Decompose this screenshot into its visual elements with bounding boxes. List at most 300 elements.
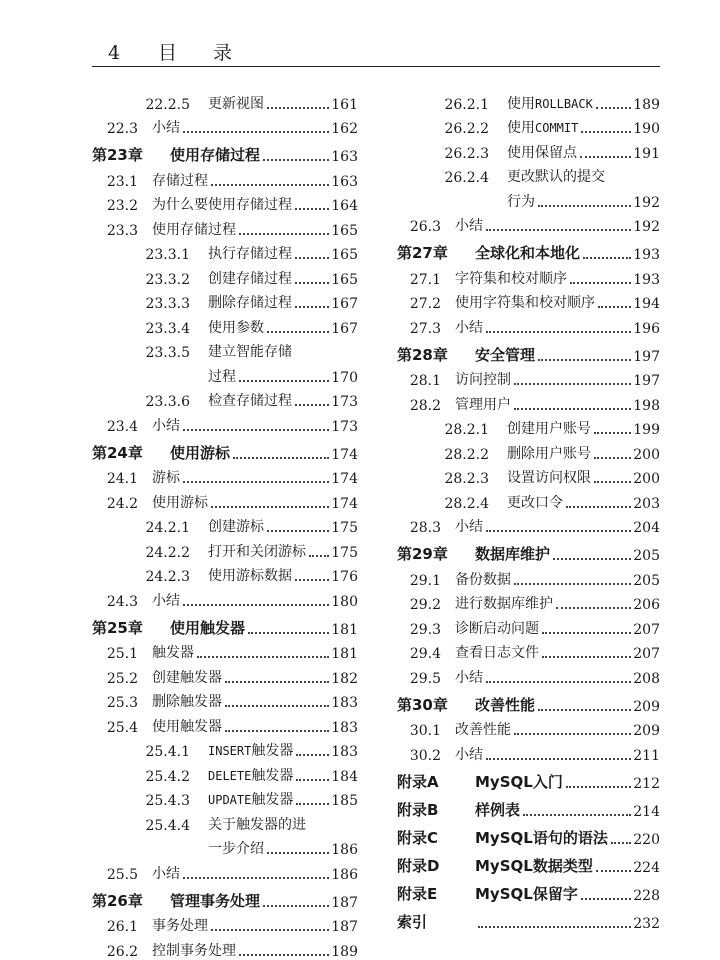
entry-title [507, 191, 535, 211]
dot-leader [594, 457, 631, 459]
dot-leader [211, 184, 329, 186]
toc-entry [92, 263, 358, 288]
toc-chapter-entry [397, 536, 660, 564]
entry-number: 23.3 [106, 222, 138, 239]
entry-title [507, 142, 577, 162]
entry-text: 存储过程 [152, 172, 208, 189]
entry-title [455, 569, 511, 589]
page-ref: 165 [331, 271, 358, 288]
entry-text: 小结 [152, 120, 180, 136]
entry-number: 23.3.1 [145, 247, 190, 263]
page-ref: 191 [633, 145, 660, 162]
entry-title [152, 492, 208, 512]
dot-leader [486, 758, 631, 760]
dot-leader [296, 803, 329, 805]
page-ref: 180 [331, 593, 358, 610]
dot-leader [267, 530, 329, 532]
page-number: 4 [108, 42, 121, 64]
entry-text: 触发器 [251, 792, 294, 808]
page-ref: 187 [331, 919, 358, 935]
entry-text: 触发器 [251, 767, 294, 784]
toc-entry [92, 361, 358, 386]
entry-text: 使用游标 [170, 443, 231, 462]
entry-text: 为什么要使用存储过程 [152, 197, 292, 213]
entry-text: 删除触发器 [152, 694, 222, 710]
page-ref: 207 [633, 646, 660, 662]
entry-number: 23.2 [106, 198, 138, 214]
page-ref: 189 [331, 943, 358, 960]
page-ref: 192 [633, 219, 660, 235]
entry-text: 小结 [455, 746, 483, 763]
dot-leader [570, 282, 631, 284]
entry-title [455, 215, 483, 235]
entry-number: 24.2.1 [145, 520, 190, 536]
dot-leader [514, 383, 631, 385]
toc-entry [397, 715, 660, 740]
dot-leader [239, 380, 329, 382]
entry-title [507, 467, 591, 487]
entry-title [170, 442, 230, 463]
page-ref: 187 [331, 894, 358, 911]
toc-entry [397, 739, 660, 764]
entry-number: 附录E [397, 884, 438, 903]
entry-text: 一步介绍 [208, 841, 264, 857]
entry-text: 小结 [152, 865, 180, 882]
entry-text: 打开和关闭游标 [208, 543, 306, 560]
entry-text: 使用触发器 [152, 718, 222, 735]
toc-entry [92, 410, 358, 435]
dot-leader [596, 107, 631, 109]
entry-number: 29.3 [409, 621, 441, 638]
entry-title [507, 492, 563, 512]
entry-title [455, 268, 567, 288]
entry-text: MySQL语句的语法 [475, 828, 608, 847]
page-ref: 214 [633, 803, 660, 820]
entry-number: 26.2.2 [444, 121, 489, 137]
entry-number: 22.3 [106, 121, 138, 137]
dot-leader [183, 877, 329, 879]
toc-entry [92, 88, 358, 113]
entry-text: MySQL数据类型 [475, 856, 593, 875]
entry-number: 23.4 [106, 418, 138, 435]
entry-number: 29.4 [409, 646, 441, 662]
page-ref: 164 [331, 198, 358, 214]
toc-entry [92, 190, 358, 215]
entry-title [507, 117, 578, 137]
toc-entry [397, 162, 660, 187]
entry-text: 小结 [455, 319, 483, 336]
page-ref: 228 [633, 887, 660, 904]
page-ref: 165 [331, 222, 358, 239]
dot-leader [581, 898, 631, 900]
entry-text: 使用游标数据 [208, 568, 292, 584]
entry-number: 25.3 [106, 695, 138, 711]
entry-title [475, 694, 535, 715]
toc-entry [92, 935, 358, 960]
entry-text: MySQL保留字 [475, 884, 578, 903]
entry-text: 访问控制 [455, 372, 511, 388]
dot-leader [581, 131, 631, 133]
entry-number: 25.4 [106, 719, 138, 736]
toc-entry [397, 438, 660, 463]
dot-leader [598, 306, 631, 308]
entry-number: 第28章 [397, 345, 448, 364]
dot-leader [183, 429, 329, 431]
page-ref: 200 [633, 471, 660, 487]
entry-title [152, 691, 222, 711]
entry-title [208, 814, 306, 834]
entry-code: INSERT [208, 744, 252, 758]
dot-leader [594, 481, 631, 483]
dot-leader [580, 156, 631, 158]
entry-code: DELETE [208, 768, 252, 783]
entry-number: 22.2.5 [145, 96, 190, 113]
toc-entry [397, 263, 660, 288]
dot-leader [295, 257, 329, 259]
entry-title [475, 883, 578, 904]
page-ref: 197 [633, 373, 660, 389]
toc-entry [92, 662, 358, 687]
entry-number: 23.3.4 [145, 320, 190, 337]
page-ref: 163 [331, 173, 358, 190]
toc-entry [92, 711, 358, 736]
entry-text: 检查存储过程 [208, 393, 292, 409]
entry-number: 24.2.2 [145, 544, 190, 561]
entry-title [152, 117, 180, 137]
page-ref: 203 [633, 495, 660, 512]
entry-text: 更新视图 [208, 95, 264, 112]
toc-right-column [397, 88, 660, 932]
dot-leader [183, 481, 329, 483]
entry-title [208, 516, 264, 536]
entry-number: 第25章 [92, 618, 143, 637]
toc-chapter-entry [397, 820, 660, 848]
entry-text: 字符集和校对顺序 [455, 270, 567, 287]
toc-chapter-entry [92, 435, 358, 463]
entry-title [208, 317, 264, 337]
entry-number: 29.1 [409, 572, 441, 589]
dot-leader [566, 786, 631, 788]
entry-text: 样例表 [475, 800, 521, 819]
entry-title [455, 719, 511, 739]
entry-text: 备份数据 [455, 571, 511, 588]
page-ref: 163 [331, 149, 358, 165]
toc-entry [92, 585, 358, 610]
dot-leader [523, 814, 631, 816]
entry-text: 创建触发器 [152, 669, 222, 686]
toc-entry [397, 564, 660, 589]
toc-entry [92, 312, 358, 337]
entry-number: 28.2.2 [444, 446, 489, 463]
page-ref: 196 [633, 320, 660, 337]
dot-leader [553, 558, 631, 560]
page-ref: 204 [633, 520, 660, 536]
entry-title [152, 642, 194, 662]
dot-leader [248, 632, 329, 634]
entry-title [208, 541, 306, 561]
entry-number: 第26章 [92, 891, 143, 910]
dot-leader [538, 205, 631, 207]
toc-entry [397, 487, 660, 512]
entry-title [208, 740, 293, 760]
page-ref: 205 [633, 548, 660, 564]
dot-leader [263, 905, 329, 907]
toc-left-column [92, 88, 358, 960]
entry-number: 27.2 [409, 296, 441, 312]
page-ref: 220 [633, 831, 660, 848]
dot-leader [594, 432, 631, 434]
entry-title [455, 593, 553, 613]
page-ref: 175 [331, 520, 358, 536]
entry-number: 27.1 [409, 271, 441, 288]
page-ref: 207 [633, 621, 660, 638]
entry-title [208, 243, 292, 263]
toc-entry [92, 512, 358, 537]
toc-entry [397, 613, 660, 638]
entry-title [152, 170, 208, 190]
entry-title [152, 716, 222, 736]
entry-text: 设置访问权限 [507, 470, 591, 486]
page-ref: 190 [633, 121, 660, 137]
entry-text: 使用 [507, 95, 535, 112]
entry-text: 使用触发器 [170, 618, 246, 637]
toc-entry [92, 736, 358, 761]
entry-number: 附录B [397, 800, 439, 819]
entry-number: 29.2 [409, 597, 441, 613]
entry-title [152, 467, 180, 487]
dot-leader [295, 404, 329, 406]
entry-text: 删除用户账号 [507, 445, 591, 462]
toc-entry [92, 288, 358, 313]
entry-title [475, 827, 608, 848]
page-ref: 182 [331, 670, 358, 687]
entry-title [507, 166, 605, 186]
page-ref: 174 [331, 446, 358, 463]
entry-number: 26.3 [409, 219, 441, 235]
entry-number: 附录D [397, 856, 440, 875]
entry-title [455, 642, 539, 662]
entry-number: 28.1 [409, 373, 441, 389]
page-ref: 181 [331, 646, 358, 662]
entry-title [208, 268, 292, 288]
entry-title [208, 789, 293, 809]
entry-text: 使用游标 [152, 494, 208, 511]
page-ref: 186 [331, 842, 358, 858]
toc-entry [92, 785, 358, 810]
page-ref: 209 [633, 698, 660, 715]
entry-title [208, 341, 292, 361]
entry-text: 控制事务处理 [152, 942, 236, 959]
entry-code: ROLLBACK [535, 96, 593, 111]
dot-leader [486, 331, 631, 333]
dot-leader [514, 583, 631, 585]
entry-title [152, 863, 180, 883]
entry-number: 28.2.3 [444, 471, 489, 487]
dot-leader [556, 607, 631, 609]
entry-title [455, 394, 511, 414]
entry-number: 30.2 [409, 747, 441, 764]
entry-title [208, 765, 293, 785]
toc-entry [397, 365, 660, 390]
dot-leader [486, 229, 631, 231]
dot-leader [295, 208, 329, 210]
entry-number: 23.3.6 [145, 394, 190, 410]
toc-entry [397, 88, 660, 113]
dot-leader [225, 705, 329, 707]
entry-text: 小结 [152, 417, 180, 434]
toc-entry [92, 239, 358, 264]
toc-chapter-entry [92, 610, 358, 638]
entry-text: 创建游标 [208, 519, 264, 535]
toc-entry [397, 312, 660, 337]
dot-leader [296, 754, 329, 756]
entry-number: 25.4.4 [145, 817, 190, 834]
toc-chapter-entry [92, 883, 358, 911]
entry-title [208, 838, 264, 858]
entry-text: 管理用户 [455, 396, 511, 413]
entry-title [170, 890, 260, 911]
page-ref: 167 [331, 296, 358, 312]
page-ref: 232 [633, 915, 660, 932]
toc-entry [92, 911, 358, 936]
dot-leader [295, 306, 329, 308]
entry-text: 改善性能 [455, 722, 511, 738]
entry-number: 24.2.3 [145, 569, 190, 585]
toc-chapter-entry [397, 687, 660, 715]
entry-text: 行为 [507, 193, 535, 210]
toc-entry [92, 113, 358, 138]
dot-leader [295, 579, 329, 581]
page-header [92, 40, 660, 67]
toc-entry [92, 687, 358, 712]
dot-leader [583, 257, 631, 259]
entry-title [152, 590, 180, 610]
entry-number: 26.1 [106, 919, 138, 935]
toc-entry [92, 834, 358, 859]
entry-number: 25.1 [106, 646, 138, 662]
page-ref: 173 [331, 394, 358, 410]
dot-leader [267, 107, 329, 109]
dot-leader [239, 954, 329, 956]
toc-entry [92, 487, 358, 512]
entry-number: 27.3 [409, 320, 441, 337]
toc-chapter-entry [397, 792, 660, 820]
page-title: 目录 [158, 42, 269, 64]
toc-entry [397, 186, 660, 211]
dot-leader [566, 506, 631, 508]
entry-number: 23.3.2 [145, 271, 190, 288]
entry-text: 事务处理 [152, 918, 208, 934]
entry-number: 23.3.3 [145, 296, 190, 312]
page-ref: 189 [633, 96, 660, 113]
entry-number: 24.3 [106, 593, 138, 610]
entry-number: 30.1 [409, 723, 441, 739]
entry-text: 使用存储过程 [170, 146, 261, 164]
page-ref: 197 [633, 348, 660, 365]
entry-title [208, 292, 292, 312]
dot-leader [486, 530, 631, 532]
page-ref: 193 [633, 247, 660, 263]
toc-entry [397, 512, 660, 537]
dot-leader [538, 359, 631, 361]
dot-leader [233, 457, 329, 459]
page-ref: 200 [633, 446, 660, 463]
entry-text: 小结 [455, 519, 483, 535]
entry-text: 触发器 [152, 645, 194, 661]
toc-entry [397, 288, 660, 313]
dot-leader [267, 331, 329, 333]
entry-text: 诊断启动问题 [455, 620, 539, 637]
entry-text: 创建用户账号 [507, 421, 591, 437]
entry-number: 第29章 [397, 545, 448, 563]
entry-text: 触发器 [251, 743, 294, 759]
entry-number: 25.4.1 [145, 744, 190, 760]
entry-text: 小结 [152, 592, 180, 609]
page-ref: 173 [331, 418, 358, 435]
entry-number: 26.2.3 [444, 145, 489, 162]
page-ref: 224 [633, 859, 660, 876]
entry-title [152, 219, 236, 239]
page-ref: 176 [331, 569, 358, 585]
dot-leader [538, 709, 631, 711]
toc-entry [92, 463, 358, 488]
entry-title [507, 443, 591, 463]
toc-chapter-entry [397, 337, 660, 365]
toc-entry [397, 463, 660, 488]
dot-leader [183, 604, 329, 606]
entry-title [475, 855, 593, 876]
page-ref: 183 [331, 744, 358, 760]
page-ref: 185 [331, 793, 358, 809]
entry-title [475, 771, 563, 792]
entry-title [507, 93, 593, 113]
toc-entry [397, 389, 660, 414]
entry-number: 第24章 [92, 443, 143, 462]
dot-leader [611, 842, 631, 844]
entry-title [152, 667, 222, 687]
entry-number: 25.5 [106, 866, 138, 883]
toc-entry [397, 662, 660, 687]
page-ref: 184 [331, 768, 358, 785]
entry-text: 使用 [507, 120, 535, 136]
entry-title [455, 516, 483, 536]
toc-entry [397, 137, 660, 162]
entry-number: 25.4.2 [145, 768, 190, 785]
entry-text: 建立智能存储 [208, 344, 292, 360]
entry-title [170, 144, 260, 165]
entry-title [208, 565, 292, 585]
entry-title [152, 940, 236, 960]
toc-entry [397, 638, 660, 663]
entry-code: UPDATE [208, 793, 252, 807]
entry-text: 过程 [208, 368, 236, 385]
entry-title [475, 242, 580, 263]
entry-number: 索引 [397, 912, 428, 931]
toc-entry [397, 589, 660, 614]
entry-title [507, 418, 591, 438]
page-ref: 206 [633, 597, 660, 613]
entry-text: 使用字符集和校对顺序 [455, 295, 595, 311]
entry-number: 24.2 [106, 495, 138, 512]
entry-title [152, 915, 208, 935]
entry-text: 使用存储过程 [152, 221, 236, 238]
entry-title [455, 667, 483, 687]
entry-title [208, 366, 236, 386]
toc-entry [397, 113, 660, 138]
toc-entry [92, 165, 358, 190]
toc-chapter-entry [397, 764, 660, 792]
entry-text: 游标 [152, 470, 180, 486]
